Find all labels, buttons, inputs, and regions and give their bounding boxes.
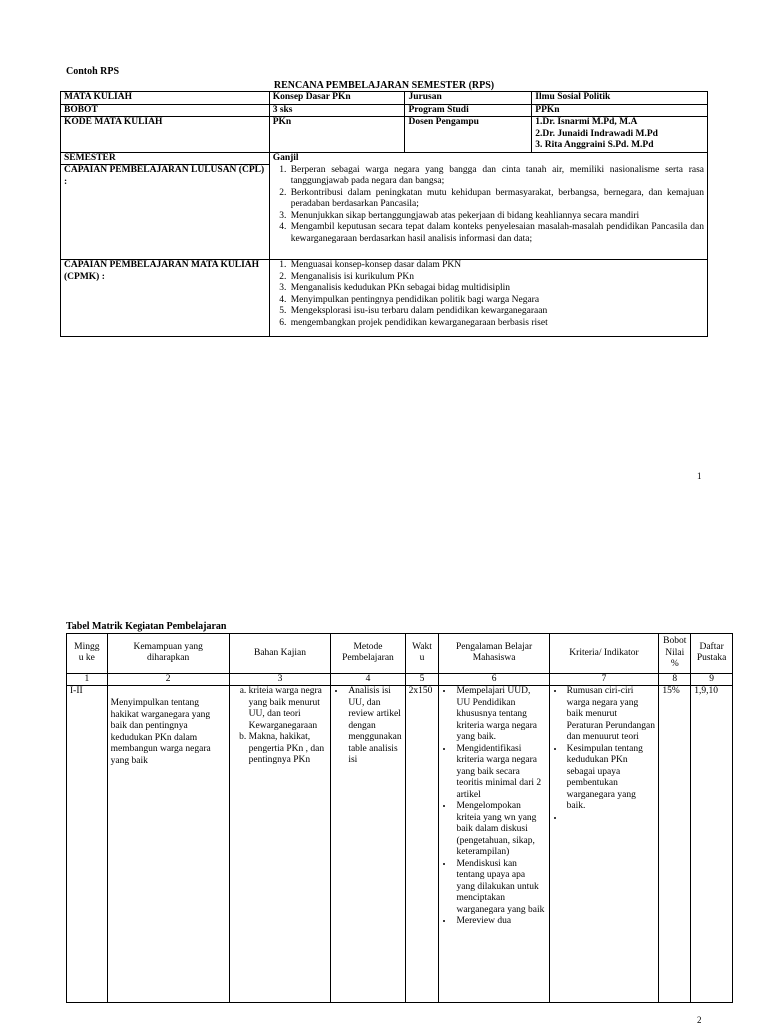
cell-kemampuan: Menyimpulkan tentang hakikat warganegara yang baik dan pentingnya kedudukan PKn dalam membangun warga negara yang baik: [107, 686, 229, 1003]
value-program-studi: PPKn: [532, 104, 708, 117]
col-num: 4: [331, 673, 405, 686]
list-item: a. kriteia warga negra yang baik menurut UU, dan teori Kewarganegaraan: [249, 686, 328, 732]
cpmk-item: 4. Menyimpulkan pentingnya pendidikan politik bagi warga Negara: [289, 295, 704, 307]
cell-bobot: 15%: [659, 686, 691, 1003]
row-cpmk: [61, 260, 708, 337]
value-semester: Ganjil: [269, 152, 707, 165]
page-2: [0, 560, 768, 1024]
value-kode: PKn: [269, 117, 405, 153]
value-jurusan: Ilmu Sosial Politik: [532, 92, 708, 105]
header-row: [67, 634, 733, 674]
cpmk-item: 5. Mengeksplorasi isu-isu terbaru dalam pendidikan kewarganegaraan: [289, 306, 704, 318]
list-item: • Analisis isi UU, dan review artikel dengan menggunakan table analisis isi: [346, 686, 401, 767]
label-program-studi: Program Studi: [405, 104, 532, 117]
header-line: Mahasiswa: [472, 653, 516, 664]
header-line: Daftar: [699, 641, 724, 652]
header-line: diharapkan: [147, 653, 190, 664]
label-cpmk: CAPAIAN PEMBELAJARAN MATA KULIAH (CPMK) :: [61, 260, 270, 337]
label-bobot: BOBOT: [61, 104, 270, 117]
header-line: Metode: [353, 641, 383, 652]
col-num: 6: [439, 673, 549, 686]
list-item: • Mengelompokan kriteia yang wn yang baik dalam diskusi (pengetahuan, sikap, keterampilan): [454, 801, 545, 859]
label-jurusan: Jurusan: [405, 92, 532, 105]
label-mata-kuliah: MATA KULIAH: [61, 92, 270, 105]
document-title: RENCANA PEMBELAJARAN SEMESTER (RPS): [273, 80, 495, 91]
dosen-item: 2.Dr. Junaidi Indrawadi M.Pd: [535, 128, 658, 139]
table-row: [67, 686, 733, 1003]
header-kemampuan: [107, 634, 229, 674]
header-line: Nilai: [665, 647, 685, 658]
header-line: Pembelajaran: [342, 653, 394, 664]
label-kode: KODE MATA KULIAH: [61, 117, 270, 153]
cpmk-item: 1. Menguasai konsep-konsep dasar dalam PKN: [289, 260, 704, 272]
page-number: 1: [697, 471, 702, 481]
header-line: u ke: [78, 653, 95, 664]
cpl-item: 4. Mengambil keputusan secara tepat dalam konteks penyelesaian masalah-masalah pendidikan Pancasila dan kewarganegaraan berdasarkan hasil analisis informasi dan data;: [289, 222, 704, 245]
header-minggu: [67, 634, 108, 674]
col-num: 2: [107, 673, 229, 686]
list-item: [565, 813, 656, 825]
dosen-item: 3. Rita Anggraini S.Pd. M.Pd: [535, 140, 654, 150]
header-line: u: [419, 653, 425, 664]
col-num: 7: [549, 673, 659, 686]
header-kriteria: Kriteria/ Indikator: [549, 634, 659, 674]
header-waktu: [405, 634, 439, 674]
cell-kriteria: [549, 686, 659, 1003]
row-cpl: [61, 165, 708, 260]
col-num: 3: [229, 673, 331, 686]
header-pengalaman: [439, 634, 549, 674]
col-num: 1: [67, 673, 108, 686]
cpl-item: 2. Berkontribusi dalam peningkatan mutu kehidupan bermasyarakat, berbangsa, bernegara, dan kemajuan peradaban berdasarkan Pancasila;: [289, 188, 704, 211]
metode-list: [334, 686, 401, 767]
row-kode: [61, 117, 708, 153]
cell-waktu: 2x150: [405, 686, 439, 1003]
dosen-item: 1.Dr. Isnarmi M.Pd, M.A: [535, 117, 638, 127]
cpmk-item: 6. mengembangkan projek pendidikan kewarganegaraan berbasis riset: [289, 318, 704, 330]
column-number-row: [67, 673, 733, 686]
rps-info-table: [60, 91, 708, 337]
header-bobot: [659, 634, 691, 674]
page-number: 2: [697, 1015, 702, 1025]
row-mata-kuliah: [61, 92, 708, 105]
label-dosen: Dosen Pengampu: [405, 117, 532, 153]
list-item: • Kesimpulan tentang kedudukan PKn sebagai upaya pembentukan warganegara yang baik.: [565, 744, 656, 813]
list-item: • Mengidentifikasi kriteria warga negara yang baik secara teoritis minimal dari 2 artikel: [454, 744, 545, 802]
list-item: b. Makna, hakikat, pengertia PKn , dan pentingnya PKn: [249, 732, 328, 767]
cell-bahan: [229, 686, 331, 1003]
label-semester: SEMESTER: [61, 152, 270, 165]
cell-pustaka: 1,9,10: [691, 686, 733, 1003]
list-item: • Mendiskusi kan tentang upaya apa yang dilakukan untuk menciptakan warganegara yang baik: [454, 859, 545, 917]
header-line: Mingg: [74, 641, 100, 652]
cell-metode: [331, 686, 405, 1003]
value-bobot: 3 sks: [269, 104, 405, 117]
header-line: %: [670, 659, 679, 669]
list-item: • Mempelajari UUD, UU Pendidikan khususnya tentang kriteria warga negara yang baik.: [454, 686, 545, 744]
cpl-item: 1. Berperan sebagai warga negara yang bangga dan cinta tanah air, memiliki nasionalisme serta rasa tanggungjawab pada negara dan bangsa;: [289, 165, 704, 188]
pengalaman-list: [442, 686, 545, 928]
cpl-list-cell: [269, 165, 707, 260]
cpl-item: 3. Menunjukkan sikap bertanggungjawab atas pekerjaan di bidang keahliannya secara mandiri: [289, 211, 704, 223]
cpmk-item: 2. Menganalisis isi kurikulum PKn: [289, 272, 704, 284]
row-bobot: [61, 104, 708, 117]
cpmk-list: [273, 260, 704, 329]
dosen-list: [532, 117, 708, 153]
col-num: 8: [659, 673, 691, 686]
col-num: 9: [691, 673, 733, 686]
list-item: • Mereview dua: [454, 916, 545, 928]
header-line: Wakt: [412, 641, 432, 652]
header-metode: [331, 634, 405, 674]
header-pustaka: [691, 634, 733, 674]
example-label: Contoh RPS: [66, 66, 120, 77]
header-bahan: Bahan Kajian: [229, 634, 331, 674]
header-line: Pustaka: [696, 653, 727, 664]
matrix-table: [66, 633, 733, 1003]
header-line: Pengalaman Belajar: [455, 641, 533, 652]
cell-minggu: I-II: [67, 686, 108, 1003]
value-mata-kuliah: Konsep Dasar PKn: [269, 92, 405, 105]
label-cpl: CAPAIAN PEMBELAJARAN LULUSAN (CPL) :: [61, 165, 270, 260]
cell-pengalaman: [439, 686, 549, 1003]
bahan-list: [233, 686, 328, 767]
header-line: Kemampuan yang: [133, 641, 203, 652]
list-item: • Rumusan ciri-ciri warga negara yang baik menurut Peraturan Perundangan dan menuurut teori: [565, 686, 656, 744]
cpl-list: [273, 165, 704, 246]
col-num: 5: [405, 673, 439, 686]
kriteria-list: [553, 686, 656, 824]
header-line: Bobot: [663, 636, 687, 646]
matrix-table-title: Tabel Matrik Kegiatan Pembelajaran: [66, 621, 227, 632]
row-semester: [61, 152, 708, 165]
cpmk-list-cell: [269, 260, 707, 337]
cpmk-item: 3. Menganalisis kedudukan PKn sebagai bidag multidisiplin: [289, 283, 704, 295]
